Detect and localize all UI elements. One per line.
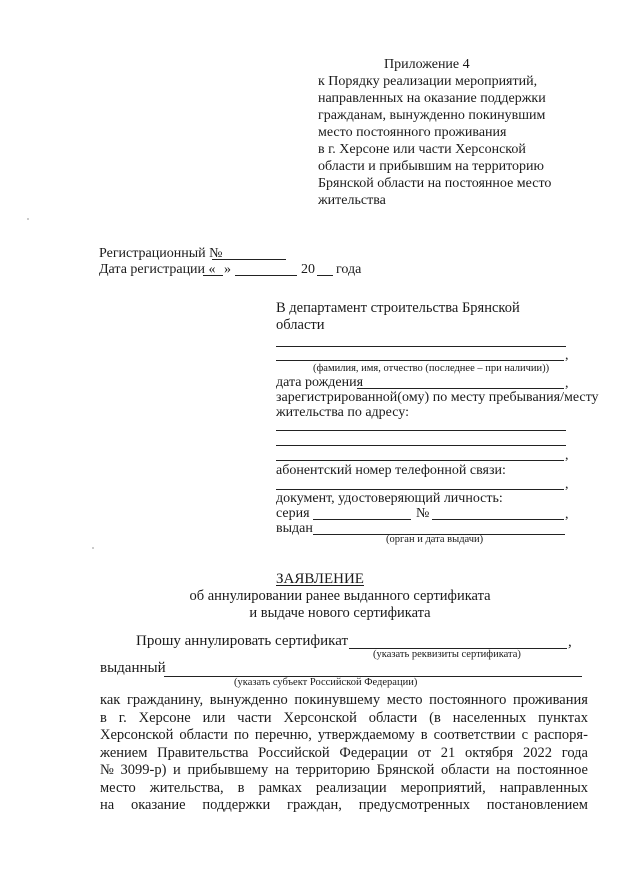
body-word: Правительства xyxy=(157,745,249,761)
body-word: распоря- xyxy=(534,727,588,743)
body-word: населенных xyxy=(452,710,527,726)
registered-address-label-2: жительства по адресу: xyxy=(276,405,409,420)
body-word: Федерации xyxy=(339,745,408,761)
appendix-line: области и прибывшим на территорию xyxy=(318,159,544,174)
body-word: реализации xyxy=(315,780,387,796)
body-word: с xyxy=(521,727,529,743)
body-word: от xyxy=(417,745,432,761)
body-word: проживания xyxy=(512,692,588,708)
document-number-field[interactable] xyxy=(432,519,564,520)
series-field[interactable] xyxy=(313,519,411,520)
body-word: покинувшему xyxy=(294,692,381,708)
body-word: части xyxy=(237,710,272,726)
statement-subtitle-1: об аннулировании ранее выданного сертификата xyxy=(189,588,491,604)
body-word: г. xyxy=(118,710,127,726)
fio-field-2[interactable] xyxy=(276,360,564,361)
registered-address-label-1: зарегистрированной(ому) по месту пребывания/месту xyxy=(276,390,599,405)
body-word: на xyxy=(496,762,511,778)
address-field-3[interactable] xyxy=(276,460,564,461)
issued-by-caption: (орган и дата выдачи) xyxy=(386,534,484,545)
body-word: соответствии xyxy=(433,727,516,743)
appendix-line: в г. Херсоне или части Херсонской xyxy=(318,142,526,157)
body-word: постоянное xyxy=(517,762,588,778)
birth-date-label: дата рождения xyxy=(276,375,364,390)
body-line xyxy=(100,727,588,745)
body-word: жительства, xyxy=(149,780,224,796)
body-word: как xyxy=(100,692,121,708)
body-word: мероприятий, xyxy=(400,780,486,796)
body-word: области xyxy=(368,710,418,726)
body-word: в xyxy=(100,710,107,726)
registration-year-prefix: 20 xyxy=(301,262,315,277)
body-word: поддержки xyxy=(202,797,271,813)
birth-date-comma: , xyxy=(565,376,569,391)
body-word: или xyxy=(202,710,226,726)
series-label: серия xyxy=(276,506,310,521)
registration-number-label: Регистрационный № xyxy=(99,246,223,261)
appendix-line: Брянской области на постоянное место xyxy=(318,176,552,191)
body-word: в xyxy=(237,780,245,796)
appendix-line: жительства xyxy=(318,193,386,208)
body-word: на xyxy=(100,797,115,813)
fio-field-1[interactable] xyxy=(276,346,566,347)
body-word: 2022 xyxy=(522,745,552,761)
scan-speck xyxy=(92,547,94,549)
body-word: по xyxy=(233,727,249,743)
address-field-1[interactable] xyxy=(276,430,566,431)
statement-title: ЗАЯВЛЕНИЕ xyxy=(276,571,364,587)
body-word: Российской xyxy=(258,745,330,761)
addressee-line-1: В департамент строительства Брянской xyxy=(276,300,520,316)
body-word: области xyxy=(179,727,228,743)
appendix-title: Приложение 4 xyxy=(384,57,470,72)
fio-caption: (фамилия, имя, отчество (последнее – при наличии)) xyxy=(313,363,550,374)
body-word: 21 xyxy=(440,745,456,761)
body-word: рамках xyxy=(258,780,302,796)
statement-subtitle-2: и выдаче нового сертификата xyxy=(249,605,431,621)
fio-comma: , xyxy=(565,348,569,363)
body-word: утверждаемому xyxy=(317,727,415,743)
body-word: в xyxy=(420,727,428,743)
body-word: октября xyxy=(465,745,514,761)
body-word: гражданину, xyxy=(126,692,204,708)
appendix-line: место постоянного проживания xyxy=(318,125,507,140)
body-word: № xyxy=(100,762,114,778)
body-line xyxy=(100,780,588,798)
registration-year-suffix: года xyxy=(336,262,362,277)
addressee-line-2: области xyxy=(276,317,325,333)
scan-speck xyxy=(27,218,29,220)
registration-date-label: Дата регистрации « xyxy=(99,262,216,277)
body-word: Херсоне xyxy=(138,710,191,726)
body-word: постоянного xyxy=(429,692,507,708)
certificate-caption: (указать реквизиты сертификата) xyxy=(373,649,521,660)
body-word: области xyxy=(441,762,490,778)
registration-year-field[interactable] xyxy=(317,275,333,276)
body-line xyxy=(100,797,588,815)
body-word: место xyxy=(100,780,136,796)
body-word: Брянской xyxy=(376,762,435,778)
body-line xyxy=(100,692,588,710)
registration-number-field[interactable] xyxy=(212,259,286,260)
appendix-line: направленных на оказание поддержки xyxy=(318,91,546,106)
registration-date-close-quote: » xyxy=(224,262,231,277)
body-word: прибывшему xyxy=(187,762,269,778)
subject-caption: (указать субъект Российской Федерации) xyxy=(234,677,418,688)
issued-by-label: выдан xyxy=(276,521,313,536)
phone-label: абонентский номер телефонной связи: xyxy=(276,463,506,478)
appendix-line: гражданам, вынужденно покинувшим xyxy=(318,108,546,123)
body-word: 3099-р) xyxy=(120,762,167,778)
body-word: место xyxy=(386,692,423,708)
body-line xyxy=(100,745,588,763)
body-word: Херсонской xyxy=(100,727,174,743)
body-word: перечню, xyxy=(254,727,312,743)
body-word: предусмотренных xyxy=(358,797,470,813)
identity-document-label: документ, удостоверяющий личность: xyxy=(276,491,503,506)
body-word: граждан, xyxy=(287,797,342,813)
registration-day-field[interactable] xyxy=(203,275,223,276)
address-comma: , xyxy=(565,448,569,463)
certificate-comma: , xyxy=(568,634,572,650)
body-word: жением xyxy=(100,745,148,761)
body-line xyxy=(100,710,588,728)
body-word: направленных xyxy=(499,780,588,796)
body-word: территорию xyxy=(295,762,370,778)
request-label: Прошу аннулировать сертификат xyxy=(136,633,349,649)
registration-month-field[interactable] xyxy=(235,275,297,276)
issued-subject-label: выданный xyxy=(100,660,166,676)
body-word: на xyxy=(274,762,290,778)
body-word: вынужденно xyxy=(209,692,288,708)
phone-comma: , xyxy=(565,477,569,492)
body-word: года xyxy=(561,745,588,761)
body-word: (в xyxy=(429,710,441,726)
body-word: и xyxy=(173,762,181,778)
body-word: Херсонской xyxy=(283,710,357,726)
body-word: постановлением xyxy=(486,797,588,813)
appendix-line: к Порядку реализации мероприятий, xyxy=(318,74,538,89)
document-comma: , xyxy=(565,507,569,522)
body-line xyxy=(100,762,588,780)
body-word: пунктах xyxy=(538,710,588,726)
body-word: оказание xyxy=(130,797,186,813)
address-field-2[interactable] xyxy=(276,445,566,446)
document-number-sign: № xyxy=(416,506,430,521)
